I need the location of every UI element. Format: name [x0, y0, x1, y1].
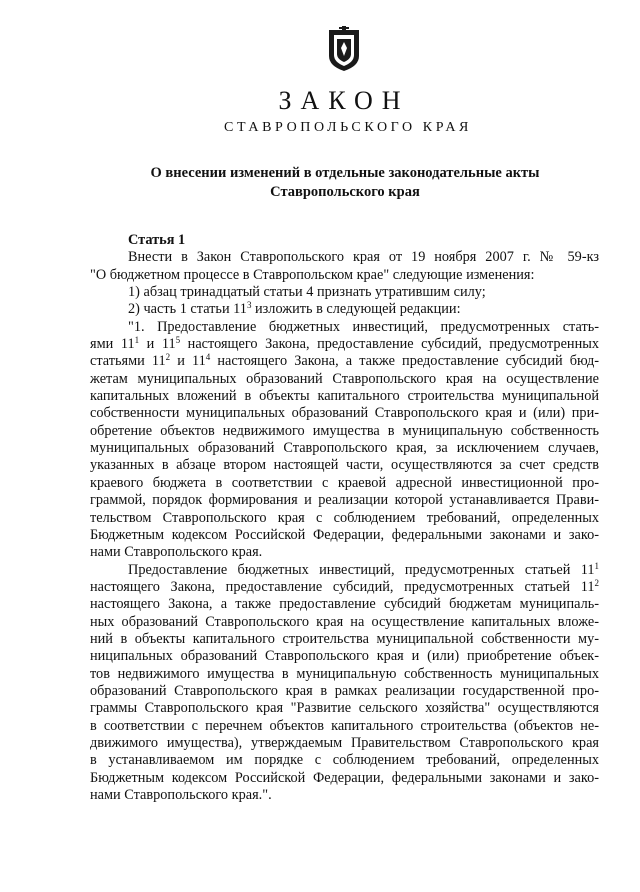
- line-text: ниципальных образований Ставропольского края и (или) приобретение объек-: [90, 648, 599, 665]
- article-line: [90, 492, 599, 509]
- law-heading: [95, 164, 595, 202]
- article-line: [90, 718, 599, 735]
- line-text: Внести в Закон Ставропольского края от 19 ноября 2007 г. № 59-кз: [128, 249, 599, 266]
- line-text: движимого имущества), утверждаемым Правительством Ставропольского края: [90, 734, 599, 751]
- article-line: [90, 301, 599, 318]
- line-text: образований Ставропольского края в рамках реализации государственной про-: [90, 682, 599, 699]
- article-line: [90, 700, 599, 717]
- line-text: и 11: [139, 336, 176, 353]
- line-text: указанных в абзаце втором настоящей части, осуществляются за счет средств: [90, 457, 599, 474]
- article-line: [90, 562, 599, 579]
- line-text: настоящего Закона, предоставление субсидий, предусмотренных: [180, 336, 599, 353]
- line-text: граммы Ставропольского края "Развитие сельского хозяйства" осуществляются: [90, 700, 599, 717]
- superscript-number: 3: [246, 300, 252, 311]
- article-line: [90, 475, 599, 492]
- document-subtitle: СТАВРОПОЛЬСКОГО КРАЯ: [224, 120, 472, 135]
- line-text: собственности муниципальных образований Ставропольского края и (или) при-: [90, 405, 599, 422]
- article-line: [90, 457, 599, 474]
- article-line: [90, 544, 599, 561]
- line-text: граммой, порядок формирования и реализации которой устанавливается Прави-: [90, 492, 599, 509]
- line-text: капитальных вложений в объекты капитального строительства муниципальной: [90, 388, 599, 405]
- article-line: [90, 666, 599, 683]
- line-text: "1. Предоставление бюджетных инвестиций, предусмотренных стать-: [128, 318, 599, 335]
- article-line: [90, 770, 599, 787]
- article-line: [90, 319, 599, 336]
- superscript-number: 2: [594, 577, 599, 588]
- line-text: ний в объекты капитального строительства муниципальной собственности му-: [90, 630, 599, 647]
- line-text: Бюджетным кодексом Российской Федерации, федеральными законами и зако-: [90, 526, 599, 543]
- line-text: Бюджетным кодексом Российской Федерации, федеральными законами и зако-: [90, 769, 599, 786]
- article-line: [90, 752, 599, 769]
- line-text: статьями 11: [90, 353, 166, 370]
- line-text: изложить в следующей редакции:: [251, 301, 461, 318]
- article-body: [90, 232, 599, 804]
- article-line: [90, 648, 599, 665]
- article-line: [90, 388, 599, 405]
- article-line: [90, 371, 599, 388]
- line-text: в соответствии с перечнем объектов капитального строительства (объектов не-: [90, 717, 599, 734]
- line-text: настоящего Закона, а также предоставление субсидий бюджетам муниципаль-: [90, 596, 599, 613]
- superscript-number: 2: [165, 352, 171, 363]
- article-line: [90, 423, 599, 440]
- line-text: краевого бюджета в соответствии с краевой адресной инвестиционной про-: [90, 474, 599, 491]
- article-line: [90, 631, 599, 648]
- article-line: [90, 249, 599, 266]
- line-text: муниципальных образований Ставропольского края, за исключением случаев,: [90, 440, 599, 457]
- line-text: нами Ставропольского края.: [90, 544, 263, 561]
- line-text: настоящего Закона, а также предоставление субсидий бюд-: [210, 353, 599, 370]
- line-text: тов недвижимого имущества в муниципальную собственность муниципальных: [90, 665, 599, 682]
- article-line: [90, 735, 599, 752]
- coat-of-arms-icon: [327, 26, 361, 72]
- article-line: [90, 527, 599, 544]
- article-line: [90, 683, 599, 700]
- article-line: [90, 405, 599, 422]
- line-text: ных образований Ставропольского края на осуществление капитальных вложе-: [90, 613, 599, 630]
- law-heading-line: О внесении изменений в отдельные законодательные акты: [150, 165, 540, 181]
- line-text: Предоставление бюджетных инвестиций, предусмотренных статьей 11: [128, 561, 595, 578]
- line-text: нами Ставропольского края.".: [90, 787, 272, 803]
- article-line: [90, 510, 599, 527]
- article-line: [90, 353, 599, 370]
- article-line: [90, 440, 599, 457]
- line-text: жетам муниципальных образований Ставропольского края на осуществление: [90, 370, 599, 387]
- article-line: [90, 579, 599, 596]
- line-text: настоящего Закона, предоставление субсидий, предусмотренных статьей 11: [90, 578, 595, 595]
- line-text: обретение объектов недвижимого имущества в муниципальную собственность: [90, 422, 599, 439]
- article-line: [90, 596, 599, 613]
- line-text: в устанавливаемом им порядке с соблюдением требований, определенных: [90, 752, 599, 769]
- article-line: [90, 614, 599, 631]
- line-text: тельством Ставропольского края с соблюдением требований, определенных: [90, 509, 599, 526]
- superscript-number: 5: [175, 335, 181, 346]
- line-text: и 11: [170, 353, 206, 370]
- document-title: ЗАКОН: [278, 86, 410, 115]
- article-line: [90, 336, 599, 353]
- law-heading-line: Ставропольского края: [270, 184, 420, 200]
- superscript-number: 1: [594, 560, 599, 571]
- article-line: [90, 787, 599, 804]
- superscript-number: 1: [134, 335, 140, 346]
- article-title: Статья 1: [128, 232, 186, 248]
- line-text: "О бюджетном процессе в Ставропольском крае" следующие изменения:: [90, 266, 535, 283]
- superscript-number: 4: [205, 352, 211, 363]
- line-text: 1) абзац тринадцатый статьи 4 признать утратившим силу;: [128, 284, 486, 301]
- article-line: [90, 267, 599, 284]
- article-line: [90, 284, 599, 301]
- line-text: 2) часть 1 статьи 11: [128, 301, 247, 318]
- line-text: ями 11: [90, 336, 135, 353]
